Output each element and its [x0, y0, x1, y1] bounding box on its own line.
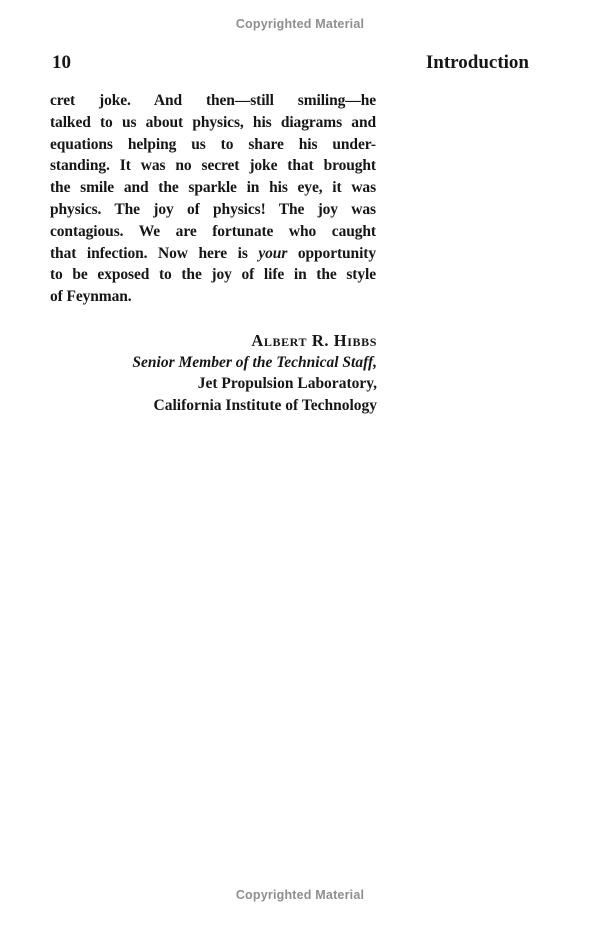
body-line: that infection. Now here is your opportunity [50, 244, 376, 262]
body-line: cret joke. And then—still smiling—he [50, 92, 376, 109]
body-line: of Feynman. [50, 288, 132, 306]
page-number: 10 [52, 52, 71, 73]
body-text [50, 90, 376, 308]
body-line: physics. The joy of physics! The joy was [50, 200, 376, 218]
body-line: standing. It was no secret joke that brought [50, 157, 376, 175]
page-header [52, 52, 529, 74]
body-line: to be exposed to the joy of life in the style [50, 266, 376, 284]
body-line: equations helping us to share his under- [50, 135, 376, 153]
chapter-title: Introduction [425, 52, 529, 73]
signature-name: Albert R. Hibbs [251, 331, 377, 350]
body-line: contagious. We are fortunate who caught [50, 222, 376, 240]
body-line: the smile and the sparkle in his eye, it was [50, 179, 376, 197]
copyright-notice-top: Copyrighted Material [235, 17, 365, 31]
signature-block [50, 330, 377, 417]
body-line: talked to us about physics, his diagrams and [50, 113, 376, 131]
copyright-notice-bottom: Copyrighted Material [235, 888, 365, 902]
signature-org-line2: California Institute of Technology [153, 397, 377, 415]
signature-role: Senior Member of the Technical Staff, [132, 353, 377, 371]
signature-org-line1: Jet Propulsion Laboratory, [197, 375, 377, 393]
